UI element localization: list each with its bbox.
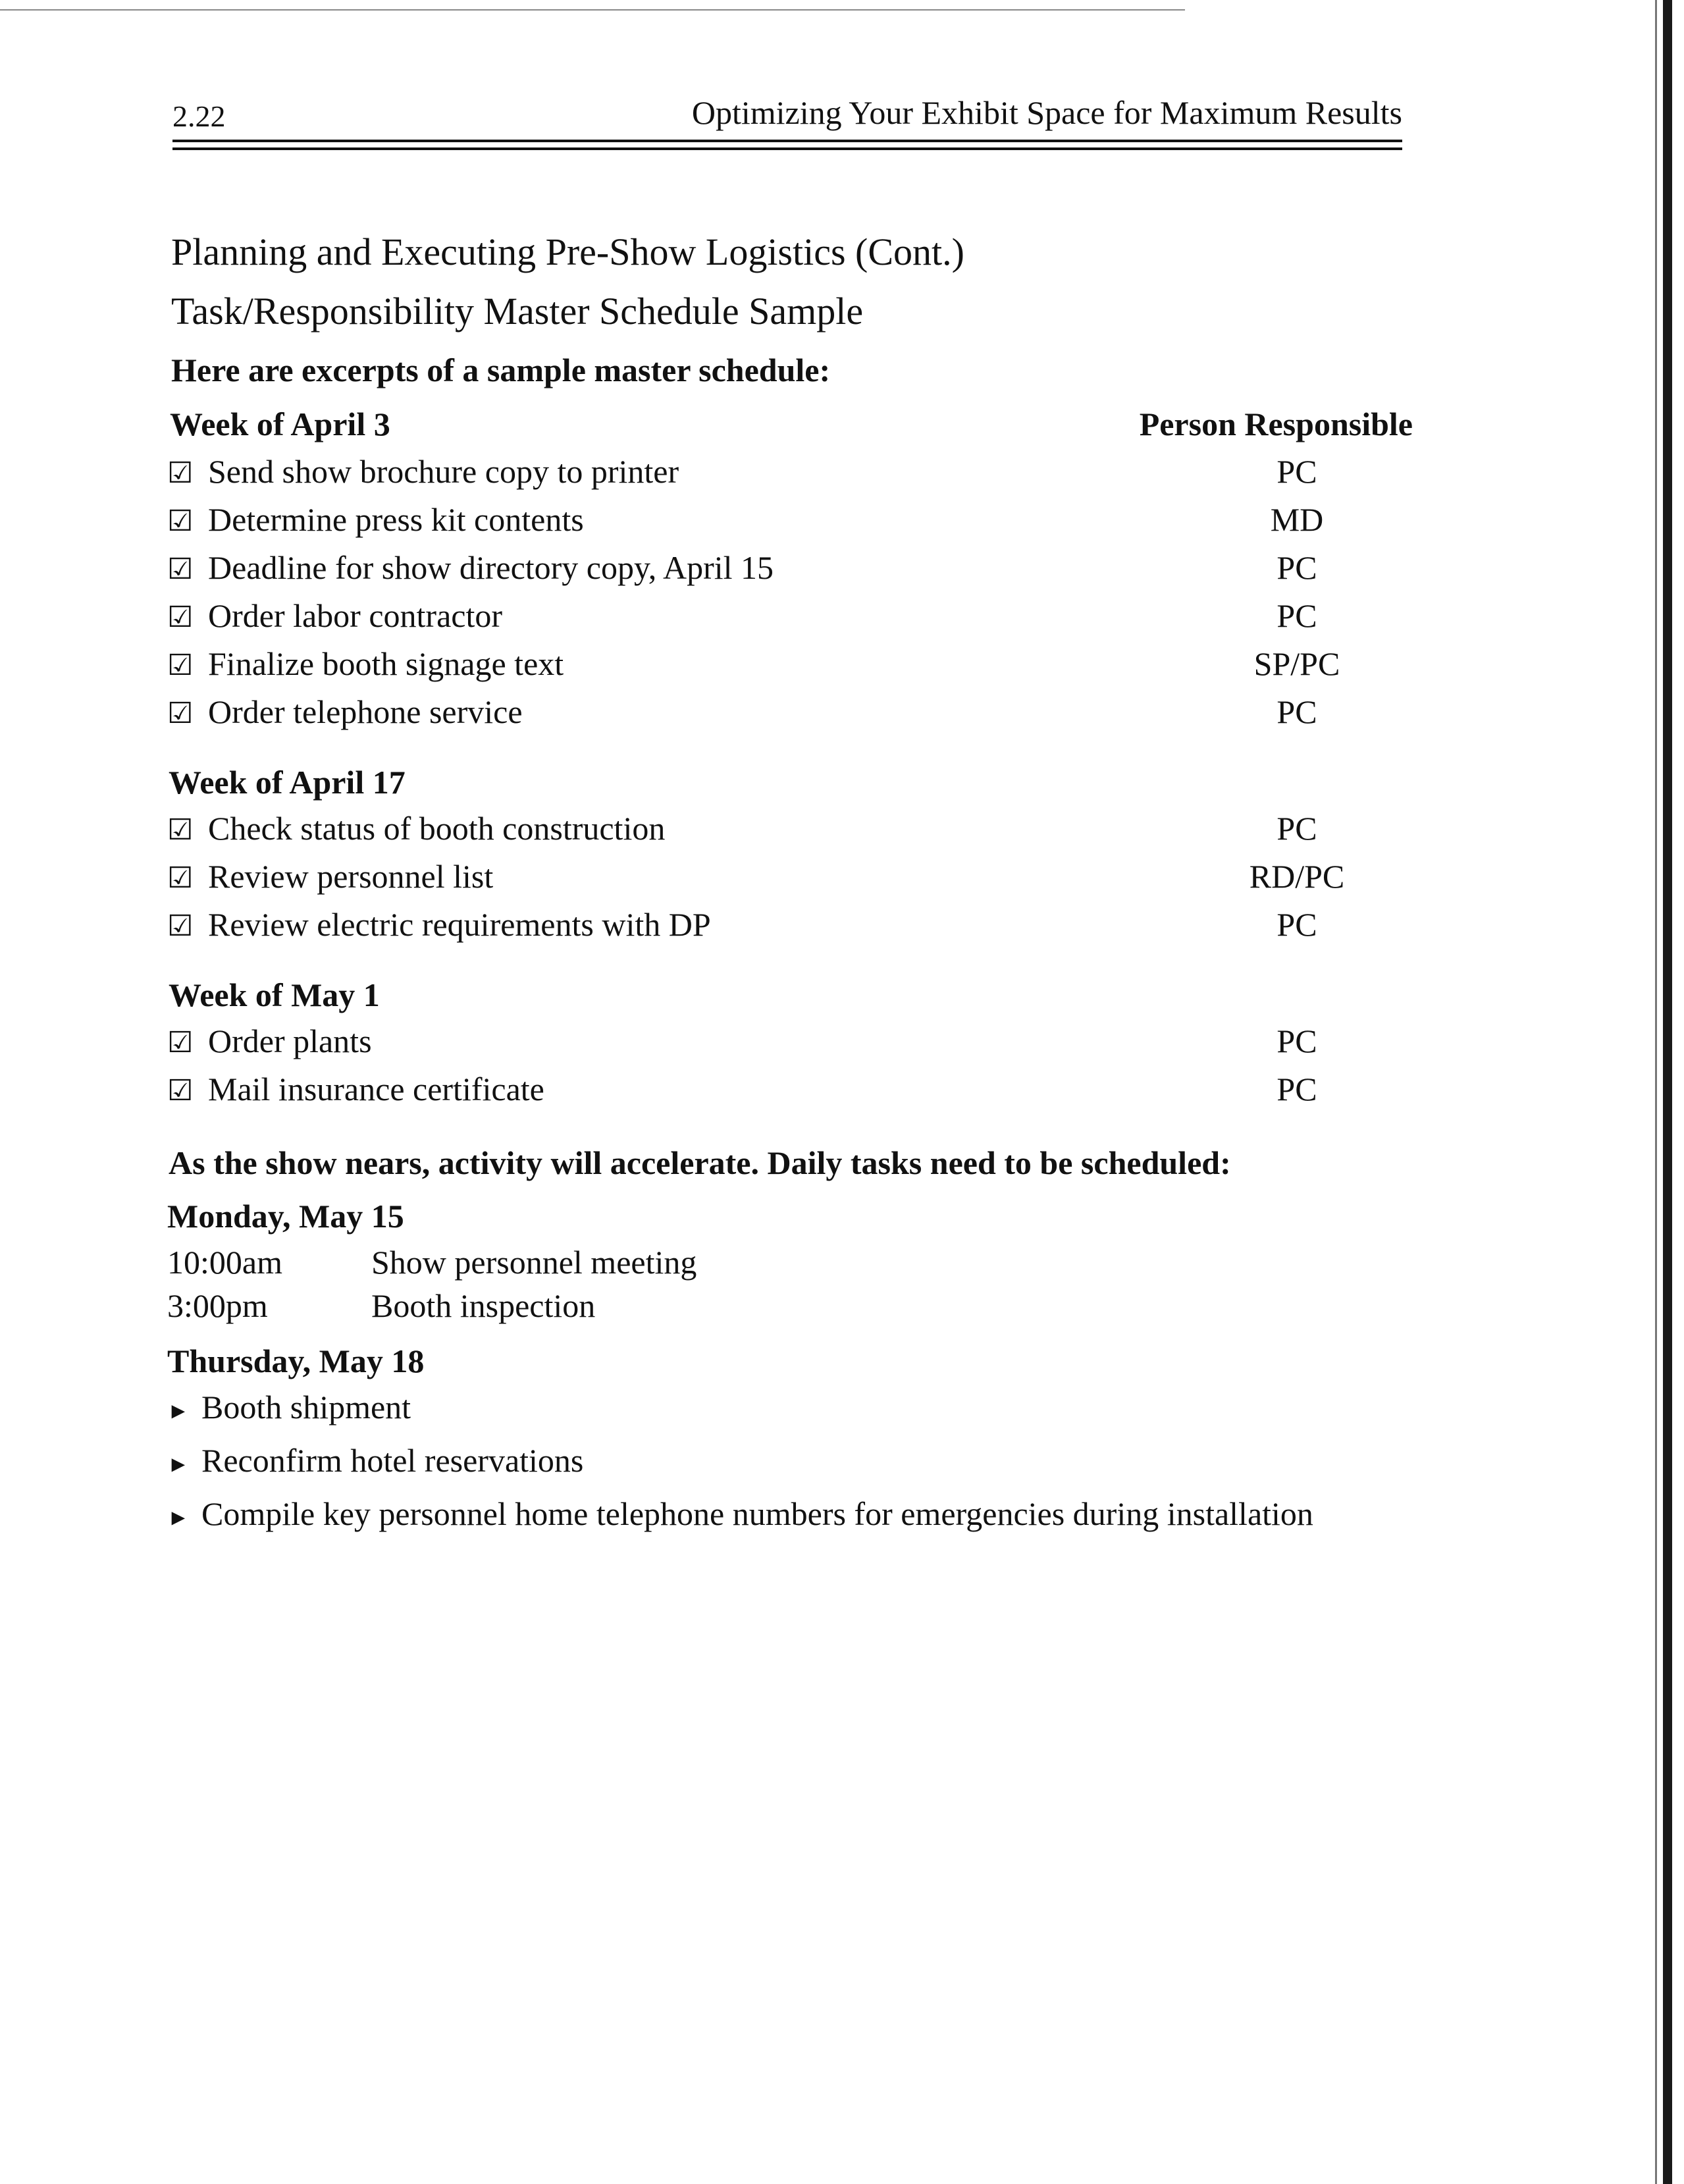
time-row xyxy=(167,1286,1409,1329)
task-text: Order telephone service xyxy=(208,693,523,730)
header-rule-top xyxy=(172,140,1402,142)
week-heading: Week of April 3 xyxy=(170,406,390,442)
person-code: PC xyxy=(1276,1023,1317,1059)
task-text: Order plants xyxy=(208,1023,372,1059)
page-number: 2.22 xyxy=(172,99,226,133)
task-row xyxy=(167,500,1409,548)
person-responsible-header: Person Responsible xyxy=(1139,406,1413,442)
person-code: PC xyxy=(1276,597,1317,634)
task-text: Check status of booth construction xyxy=(208,810,666,847)
checkbox-icon: ☑ xyxy=(167,553,194,585)
bullet-item xyxy=(167,1387,1409,1431)
scan-edge-line xyxy=(1655,0,1657,2184)
person-code: RD/PC xyxy=(1249,858,1345,895)
task-row xyxy=(167,905,1409,953)
checkbox-icon: ☑ xyxy=(167,1075,194,1107)
person-code: PC xyxy=(1276,549,1317,586)
header-rule-bottom xyxy=(172,147,1402,150)
task-row xyxy=(167,809,1409,857)
task-row xyxy=(167,692,1409,740)
task-row xyxy=(167,1069,1409,1117)
person-code: PC xyxy=(1276,906,1317,943)
week-header-row xyxy=(170,404,1413,444)
task-text: Determine press kit contents xyxy=(208,501,584,538)
task-row xyxy=(167,857,1409,905)
checkbox-icon: ☑ xyxy=(167,601,194,633)
checkbox-icon: ☑ xyxy=(167,649,194,681)
person-code: PC xyxy=(1276,1071,1317,1107)
task-row xyxy=(167,596,1409,644)
person-code: PC xyxy=(1276,810,1317,847)
checkbox-icon: ☑ xyxy=(167,862,194,894)
time-label: 10:00am xyxy=(167,1244,282,1281)
task-row xyxy=(167,548,1409,596)
bullet-text: Compile key personnel home telephone numbers for emergencies during installation xyxy=(201,1495,1313,1532)
time-task: Booth inspection xyxy=(371,1287,596,1324)
time-row xyxy=(167,1242,1409,1286)
day-heading: Monday, May 15 xyxy=(167,1198,404,1235)
page-header xyxy=(172,92,1402,137)
task-text: Review electric requirements with DP xyxy=(208,906,711,943)
week-heading: Week of April 17 xyxy=(169,764,406,801)
bullet-text: Reconfirm hotel reservations xyxy=(201,1442,584,1479)
checkbox-icon: ☑ xyxy=(167,814,194,846)
checkbox-icon: ☑ xyxy=(167,457,194,489)
scan-right-edge xyxy=(1663,0,1672,2184)
task-row xyxy=(167,1021,1409,1069)
task-text: Deadline for show directory copy, April 15 xyxy=(208,549,774,586)
day-heading: Thursday, May 18 xyxy=(167,1343,425,1379)
arrow-bullet-icon: ► xyxy=(167,1506,190,1530)
daily-tasks-intro: As the show nears, activity will accelerate. Daily tasks need to be scheduled: xyxy=(169,1144,1231,1181)
time-label: 3:00pm xyxy=(167,1287,268,1324)
person-code: MD xyxy=(1270,501,1324,538)
arrow-bullet-icon: ► xyxy=(167,1399,190,1424)
schedule-subtitle: Task/Responsibility Master Schedule Sample xyxy=(171,290,864,333)
section-title: Planning and Executing Pre-Show Logistics (Cont.) xyxy=(171,230,964,273)
person-code: PC xyxy=(1276,453,1317,490)
task-row xyxy=(167,452,1409,500)
checkbox-icon: ☑ xyxy=(167,697,194,730)
arrow-bullet-icon: ► xyxy=(167,1452,190,1477)
time-task: Show personnel meeting xyxy=(371,1244,697,1281)
task-text: Mail insurance certificate xyxy=(208,1071,544,1107)
page-body xyxy=(165,230,1413,1547)
intro-text: Here are excerpts of a sample master schedule: xyxy=(171,352,831,388)
bullet-item xyxy=(167,1494,1409,1538)
scan-top-rule xyxy=(0,9,1185,11)
running-title: Optimizing Your Exhibit Space for Maximum Results xyxy=(691,94,1402,131)
bullet-text: Booth shipment xyxy=(201,1389,411,1425)
checkbox-icon: ☑ xyxy=(167,1026,194,1059)
task-row xyxy=(167,644,1409,692)
person-code: PC xyxy=(1276,693,1317,730)
bullet-item xyxy=(167,1441,1409,1485)
task-text: Send show brochure copy to printer xyxy=(208,453,679,490)
week-heading: Week of May 1 xyxy=(169,976,380,1013)
person-code: SP/PC xyxy=(1253,645,1340,682)
checkbox-icon: ☑ xyxy=(167,505,194,537)
task-text: Finalize booth signage text xyxy=(208,645,564,682)
task-text: Order labor contractor xyxy=(208,597,502,634)
task-text: Review personnel list xyxy=(208,858,494,895)
checkbox-icon: ☑ xyxy=(167,910,194,942)
